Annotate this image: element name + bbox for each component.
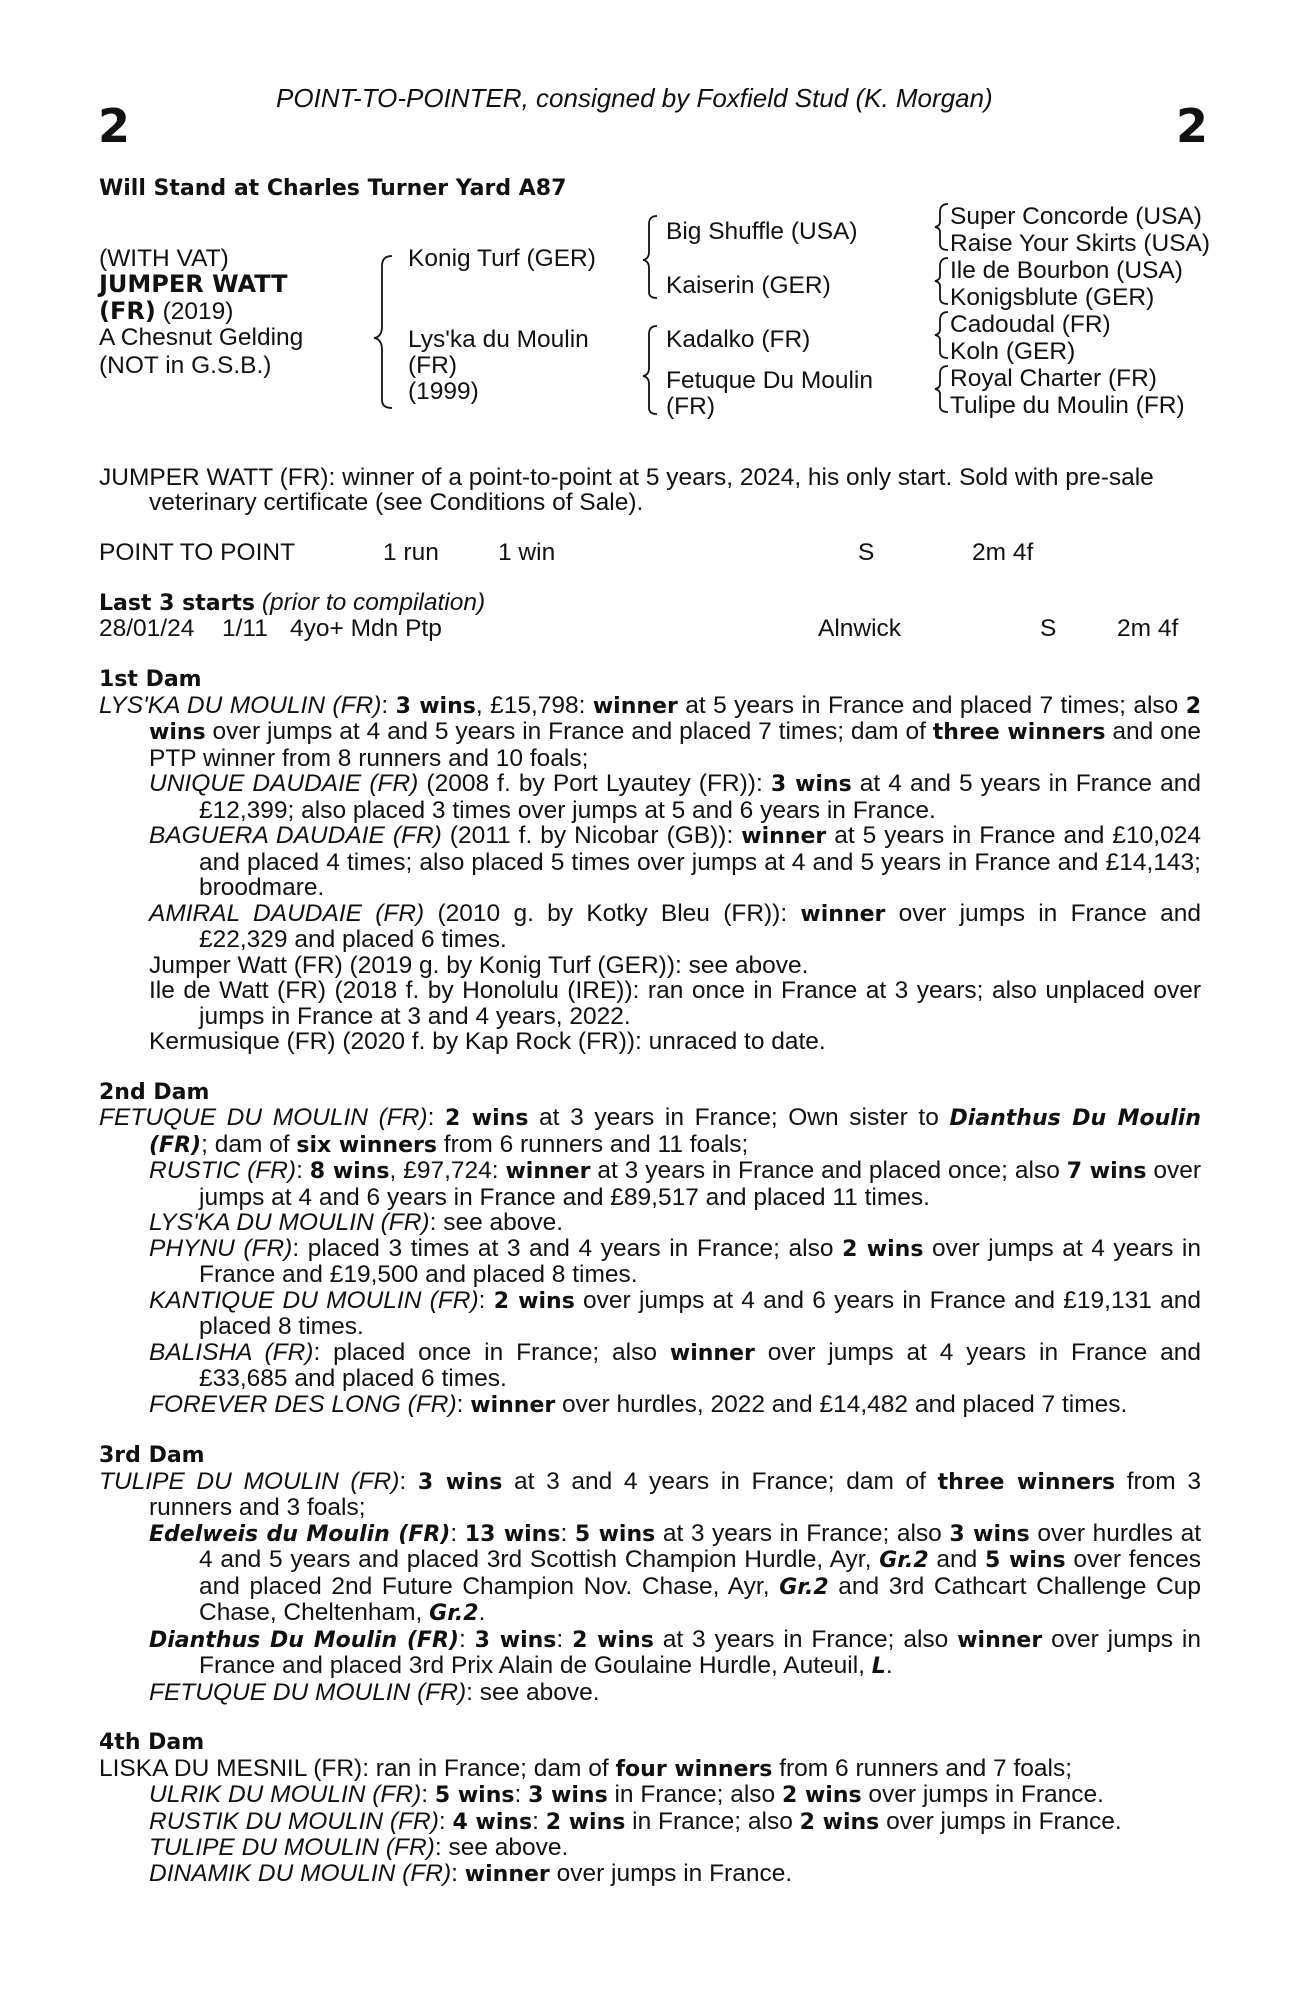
horse-name: JUMPER WATT <box>99 270 288 298</box>
produce-item: AMIRAL DAUDAIE (FR) (2010 g. by Kotky Bleu (FR)): winner over jumps in France and £22,329 and placed 6 times. <box>149 899 1202 953</box>
last-start-going: S <box>1040 615 1057 642</box>
third-dam-heading: 3rd Dam <box>99 1443 205 1468</box>
brace-gen1 <box>374 256 392 408</box>
fourth-dam-heading: 4th Dam <box>99 1730 205 1755</box>
produce-item: PHYNU (FR): placed 3 times at 3 and 4 years in France; also 2 wins over jumps at 4 years in France and £19,500 and placed 8 times. <box>149 1234 1201 1288</box>
produce-item: BAGUERA DAUDAIE (FR) (2011 f. by Nicobar (GB)): winner at 5 years in France and £10,024 and placed 4 times; also placed 5 times over jumps at 4 and 5 years in France and £14,143; broodmare. <box>149 822 1201 901</box>
first-dam-heading: 1st Dam <box>99 667 202 692</box>
dss: Cadoudal (FR) <box>950 311 1111 338</box>
brace-gen3-3 <box>935 312 948 358</box>
horse-country: (FR) <box>99 297 156 325</box>
dam-sire: Kadalko (FR) <box>666 326 811 353</box>
produce-item: Dianthus Du Moulin (FR): 3 wins: 2 wins at 3 years in France; also winner over jumps in France and placed 3rd Prix Alain de Goulaine Hurdle, Auteuil, L. <box>149 1625 1201 1679</box>
dam-dam-line2: (FR) <box>666 393 715 420</box>
horse-description: A Chesnut Gelding <box>99 324 304 351</box>
last-starts-note: (prior to compilation) <box>255 589 486 616</box>
brace-gen3-1 <box>935 204 948 250</box>
dam-dam-line1: Fetuque Du Moulin <box>666 367 874 394</box>
sire-dam: Kaiserin (GER) <box>666 272 831 299</box>
produce-item: ULRIK DU MOULIN (FR): 5 wins: 3 wins in France; also 2 wins over jumps in France. <box>149 1781 1104 1808</box>
dam-line2: (FR) <box>408 352 457 379</box>
record-type: POINT TO POINT <box>99 539 296 566</box>
sdd: Konigsblute (GER) <box>950 284 1155 311</box>
horse-year: (2019) <box>155 298 234 325</box>
produce-item: BALISHA (FR): placed once in France; also winner over jumps at 4 years in France and £33,685 and placed 6 times. <box>149 1338 1201 1392</box>
record-going: S <box>858 539 875 566</box>
gsb-note: (NOT in G.S.B.) <box>99 352 272 379</box>
lot-number-left: 2 <box>98 99 131 153</box>
record-wins: 1 win <box>498 539 556 566</box>
produce-item: TULIPE DU MOULIN (FR): see above. <box>149 1834 569 1861</box>
summary-line1: JUMPER WATT (FR): winner of a point-to-point at 5 years, 2024, his only start. Sold with pre-sale <box>99 464 1154 491</box>
sire-sire: Big Shuffle (USA) <box>666 218 858 245</box>
last-starts-heading <box>99 590 485 617</box>
second-dam-main: FETUQUE DU MOULIN (FR): 2 wins at 3 years in France; Own sister to Dianthus Du Moulin (FR); dam of six winners from 6 runners and 11 foals; <box>99 1104 1202 1158</box>
record-distance: 2m 4f <box>972 539 1034 566</box>
produce-item: UNIQUE DAUDAIE (FR) (2008 f. by Port Lyautey (FR)): 3 wins at 4 and 5 years in France and £12,399; also placed 3 times over jumps at 5 and 6 years in France. <box>149 770 1202 824</box>
produce-item: DINAMIK DU MOULIN (FR): winner over jumps in France. <box>149 1859 793 1887</box>
second-dam-heading: 2nd Dam <box>99 1079 210 1105</box>
dds: Royal Charter (FR) <box>950 365 1157 392</box>
dam-name: LYS'KA DU MOULIN (FR) <box>99 691 382 719</box>
summary-line2: veterinary certificate (see Conditions of Sale). <box>149 489 644 516</box>
vat-note: (WITH VAT) <box>99 245 229 272</box>
produce-item: RUSTIC (FR): 8 wins, £97,724: winner at 3 years in France and placed once; also 7 wins over jumps at 4 and 6 years in France and £89,517 and placed 11 times. <box>149 1157 1201 1211</box>
dam-sections <box>99 667 1201 1887</box>
last-start-race: 4yo+ Mdn Ptp <box>290 615 442 642</box>
sss: Super Concorde (USA) <box>950 203 1202 230</box>
brace-gen3-2 <box>935 258 948 304</box>
produce-item: KANTIQUE DU MOULIN (FR): 2 wins over jumps at 4 and 6 years in France and £19,131 and placed 8 times. <box>149 1286 1202 1340</box>
produce-item: LYS'KA DU MOULIN (FR): see above. <box>149 1209 564 1236</box>
sds: Ile de Bourbon (USA) <box>950 257 1183 284</box>
brace-gen2-bottom <box>643 326 657 414</box>
produce-item: RUSTIK DU MOULIN (FR): 4 wins: 2 wins in France; also 2 wins over jumps in France. <box>149 1807 1122 1835</box>
brace-gen2-top <box>643 216 657 298</box>
third-dam-main: TULIPE DU MOULIN (FR): 3 wins at 3 and 4 years in France; dam of three winners from 3 runners and 3 foals; <box>99 1467 1201 1521</box>
last-start-distance: 2m 4f <box>1117 615 1179 642</box>
produce-item: FOREVER DES LONG (FR): winner over hurdles, 2022 and £14,482 and placed 7 times. <box>149 1390 1128 1418</box>
ddd: Tulipe du Moulin (FR) <box>950 392 1185 419</box>
ssd: Raise Your Skirts (USA) <box>950 230 1211 257</box>
page-header-title: POINT-TO-POINTER, consigned by Foxfield Stud (K. Morgan) <box>276 83 993 113</box>
produce-item: FETUQUE DU MOULIN (FR): see above. <box>149 1678 600 1706</box>
first-dam-main: LYS'KA DU MOULIN (FR): 3 wins, £15,798: winner at 5 years in France and placed 7 times; also 2 wins over jumps at 4 and 5 years in France and placed 7 times; dam of three winners and one PTP winner from 8 runners and 10 foals; <box>99 691 1201 772</box>
produce-item: Edelweis du Moulin (FR): 13 wins: 5 wins at 3 years in France; also 3 wins over hurdles at 4 and 5 years and placed 3rd Scottish Champion Hurdle, Ayr, Gr.2 and 5 wins over fences and placed 2nd Future Champion Nov. Chase, Ayr, Gr.2 and 3rd Cathcart Challenge Cup Chase, Cheltenham, Gr.2. <box>149 1519 1202 1626</box>
fourth-dam-main: LISKA DU MESNIL (FR): ran in France; dam of four winners from 6 runners and 7 foals; <box>99 1754 1073 1782</box>
brace-gen3-4 <box>935 366 948 412</box>
dsd: Koln (GER) <box>950 338 1076 365</box>
last-starts-title: Last 3 starts <box>99 591 256 616</box>
dam-line1: Lys'ka du Moulin <box>408 326 589 353</box>
last-start-course: Alnwick <box>818 615 902 642</box>
last-start-place: 1/11 <box>222 615 268 642</box>
lot-number-right: 2 <box>1176 99 1209 153</box>
produce-item: Jumper Watt (FR) (2019 g. by Konig Turf (GER)): see above. <box>149 951 809 979</box>
stand-location: Will Stand at Charles Turner Yard A87 <box>99 176 567 201</box>
produce-item: Kermusique (FR) (2020 f. by Kap Rock (FR)): unraced to date. <box>149 1028 826 1055</box>
sire: Konig Turf (GER) <box>408 245 596 272</box>
dam-line3: (1999) <box>408 378 479 405</box>
record-runs: 1 run <box>383 539 439 566</box>
produce-item: Ile de Watt (FR) (2018 f. by Honolulu (IRE)): ran once in France at 3 years; also unplaced over jumps in France at 3 and 4 years, 2022. <box>149 977 1201 1030</box>
last-start-date: 28/01/24 <box>99 615 195 642</box>
